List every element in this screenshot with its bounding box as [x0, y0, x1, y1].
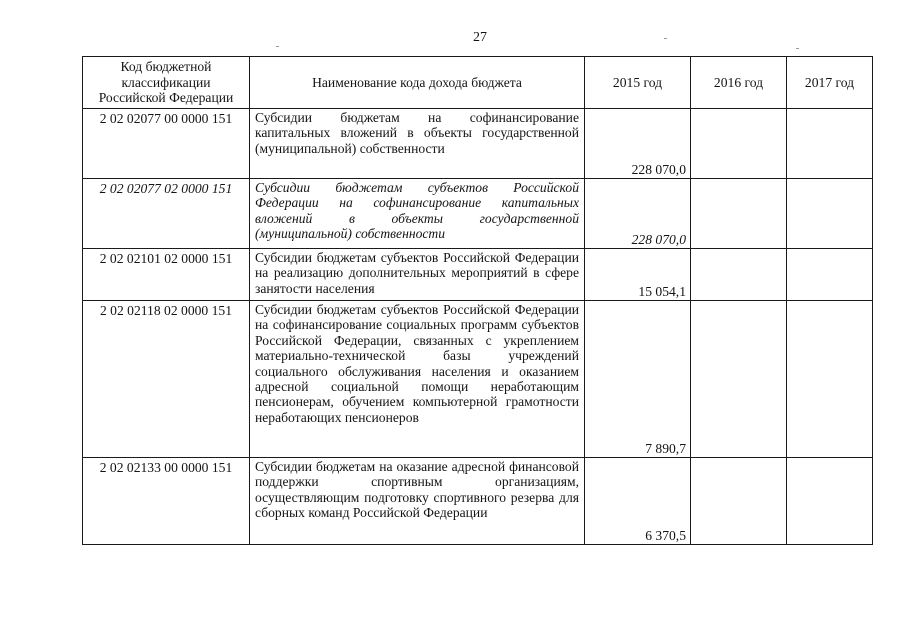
row-value-2017	[787, 458, 873, 545]
row-name: Субсидии бюджетам на оказание адресной финансовой поддержки спортивным организациям, осуществляющим подготовку спортивного резерва для сборных команд Российской Федерации	[250, 458, 585, 545]
revenue-table	[82, 56, 873, 545]
row-value-2016	[691, 458, 787, 545]
row-value-2016	[691, 249, 787, 301]
row-value-2015: 228 070,0	[585, 179, 691, 249]
row-value-2017	[787, 179, 873, 249]
row-name: Субсидии бюджетам на софинансирование капитальных вложений в объекты государственной (муниципальной) собственности	[250, 109, 585, 179]
row-value-2015: 15 054,1	[585, 249, 691, 301]
row-code: 2 02 02133 00 0000 151	[83, 458, 250, 545]
row-value-2015: 6 370,5	[585, 458, 691, 545]
header-code: Код бюджетной классификации Российской Федерации	[83, 57, 250, 109]
row-code: 2 02 02118 02 0000 151	[83, 301, 250, 458]
row-name: Субсидии бюджетам субъектов Российской Федерации на софинансирование социальных программ субъектов Российской Федерации, связанных с укреплением материально-технической базы учреждений социального обслуживания населения и оказанием адресной социальной помощи неработающим пенсионерам, обучением компьютерной грамотности неработающих пенсионеров	[250, 301, 585, 458]
table-header-row	[83, 57, 873, 109]
scan-speck	[796, 48, 799, 49]
row-value-2016	[691, 179, 787, 249]
row-value-2015: 228 070,0	[585, 109, 691, 179]
scan-speck	[664, 38, 667, 39]
row-value-2015: 7 890,7	[585, 301, 691, 458]
row-value-2017	[787, 301, 873, 458]
row-name: Субсидии бюджетам субъектов Российской Федерации на реализацию дополнительных мероприятий в сфере занятости населения	[250, 249, 585, 301]
row-value-2017	[787, 109, 873, 179]
row-value-2017	[787, 249, 873, 301]
row-value-2016	[691, 301, 787, 458]
table-row	[83, 179, 873, 249]
row-code: 2 02 02077 00 0000 151	[83, 109, 250, 179]
header-name: Наименование кода дохода бюджета	[250, 57, 585, 109]
row-code: 2 02 02077 02 0000 151	[83, 179, 250, 249]
table-row	[83, 301, 873, 458]
table-row	[83, 458, 873, 545]
row-value-2016	[691, 109, 787, 179]
table-row	[83, 109, 873, 179]
header-2015: 2015 год	[585, 57, 691, 109]
table-row	[83, 249, 873, 301]
scan-speck	[276, 46, 279, 47]
page-number: 27	[473, 30, 487, 45]
row-code: 2 02 02101 02 0000 151	[83, 249, 250, 301]
header-2017: 2017 год	[787, 57, 873, 109]
header-2016: 2016 год	[691, 57, 787, 109]
row-name: Субсидии бюджетам субъектов Российской Федерации на софинансирование капитальных вложений в объекты государственной (муниципальной) собственности	[250, 179, 585, 249]
